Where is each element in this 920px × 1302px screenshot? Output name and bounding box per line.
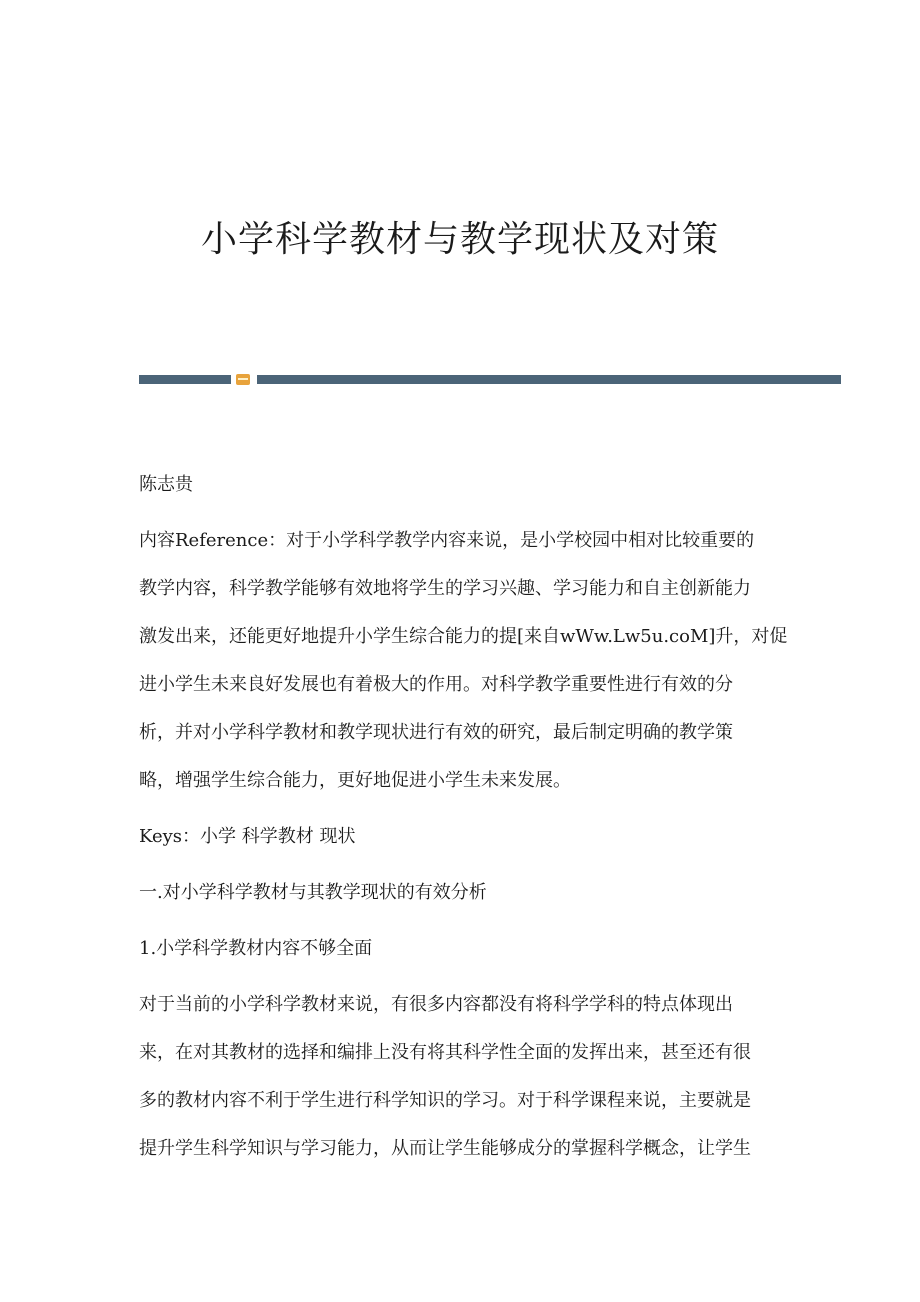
subsection-heading: 1.小学科学教材内容不够全面 bbox=[139, 938, 373, 959]
page-title: 小学科学教材与教学现状及对策 bbox=[200, 219, 719, 260]
body-line: 来，在对其教材的选择和编排上没有将其科学性全面的发挥出来，甚至还有很 bbox=[139, 1042, 751, 1063]
abstract-line: 内容Reference：对于小学科学教学内容来说，是小学校园中相对比较重要的 bbox=[139, 530, 755, 551]
abstract-line: 进小学生未来良好发展也有着极大的作用。对科学教学重要性进行有效的分 bbox=[139, 674, 733, 695]
title-divider bbox=[139, 375, 841, 384]
divider-right-segment bbox=[257, 375, 841, 384]
body-line: 提升学生科学知识与学习能力，从而让学生能够成分的掌握科学概念，让学生 bbox=[139, 1138, 751, 1159]
body-line: 多的教材内容不利于学生进行科学知识的学习。对于科学课程来说，主要就是 bbox=[139, 1090, 751, 1111]
divider-left-segment bbox=[139, 375, 231, 384]
section-heading: 一.对小学科学教材与其教学现状的有效分析 bbox=[139, 882, 487, 903]
divider-ornament-icon bbox=[236, 374, 250, 385]
abstract-line: 激发出来，还能更好地提升小学生综合能力的提[来自wWw.Lw5u.coM]升，对促 bbox=[139, 626, 788, 647]
keywords: Keys：小学 科学教材 现状 bbox=[139, 826, 356, 847]
abstract-line: 析，并对小学科学教材和教学现状进行有效的研究，最后制定明确的教学策 bbox=[139, 722, 733, 743]
author-name: 陈志贵 bbox=[139, 474, 193, 495]
body-line: 对于当前的小学科学教材来说，有很多内容都没有将科学学科的特点体现出 bbox=[139, 994, 733, 1015]
abstract-line: 略，增强学生综合能力，更好地促进小学生未来发展。 bbox=[139, 770, 571, 791]
abstract-line: 教学内容，科学教学能够有效地将学生的学习兴趣、学习能力和自主创新能力 bbox=[139, 578, 751, 599]
